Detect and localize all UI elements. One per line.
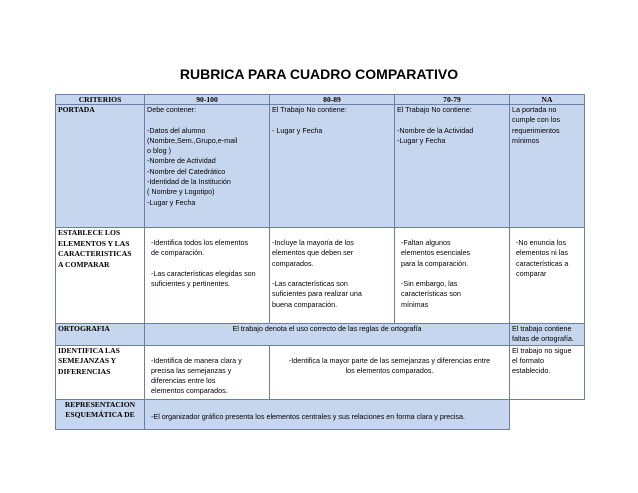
cell-ortografia-main: El trabajo denota el uso correcto de las reglas de ortografía [145, 324, 510, 346]
header-na: NA [510, 95, 585, 105]
cell-semejanzas-90: -Identifica de manera clara y precisa las semejanzas y diferencias entre los elementos comparados. [145, 345, 270, 399]
row-label-elementos: ESTABLECE LOS ELEMENTOS Y LAS CARACTERISTICAS A COMPARAR [56, 228, 145, 324]
row-label-representacion: REPRESENTACION ESQUEMÁTICA DE [56, 399, 145, 429]
cell-representacion-main: -El organizador gráfico presenta los elementos centrales y sus relaciones en forma clara y precisa. [145, 399, 510, 429]
header-70-79: 70-79 [395, 95, 510, 105]
row-label-ortografia: ORTOGRAFIA [56, 324, 145, 346]
page-title: RUBRICA PARA CUADRO COMPARATIVO [179, 66, 459, 82]
cell-elementos-70: -Faltan algunos elementos esenciales para la comparación. -Sin embargo, las características son mínimas [395, 228, 510, 324]
header-80-89: 80-89 [270, 95, 395, 105]
header-criterios: CRITERIOS [56, 95, 145, 105]
cell-elementos-na: -No enuncia los elementos ni las características a comparar [510, 228, 585, 324]
row-elementos [56, 228, 585, 324]
header-row [56, 95, 585, 105]
rubric-table [55, 94, 585, 430]
cell-portada-na: La portada no cumple con los requerimientos mínimos [510, 105, 585, 228]
cell-portada-70: El Trabajo No contiene: -Nombre de la Actividad -Lugar y Fecha [395, 105, 510, 228]
cell-portada-90: Debe contener: -Datos del alumno (Nombre,Sem.,Grupo,e-mail o blog ) -Nombre de Actividad -Nombre del Catedrático -Identidad de la Institución ( Nombre y Logotipo) -Lugar y Fecha [145, 105, 270, 228]
cell-elementos-80: -Incluye la mayoría de los elementos que deben ser comparados. -Las características son suficientes para realizar una buena comparación. [270, 228, 395, 324]
header-90-100: 90-100 [145, 95, 270, 105]
row-label-portada: PORTADA [56, 105, 145, 228]
row-label-semejanzas: IDENTIFICA LAS SEMEJANZAS Y DIFERENCIAS [56, 345, 145, 399]
cell-semejanzas-80-70: -Identifica la mayor parte de las semejanzas y diferencias entre los elementos comparados. [270, 345, 510, 399]
row-portada [56, 105, 585, 228]
cell-representacion-na [510, 399, 585, 429]
cell-semejanzas-na: El trabajo no sigue el formato establecido. [510, 345, 585, 399]
row-semejanzas [56, 345, 585, 399]
cell-elementos-90: -Identifica todos los elementos de comparación. -Las características elegidas son suficientes y pertinentes. [145, 228, 270, 324]
cell-portada-80: El Trabajo No contiene: - Lugar y Fecha [270, 105, 395, 228]
cell-ortografia-na: El trabajo contiene faltas de ortografía. [510, 324, 585, 346]
row-representacion [56, 399, 585, 429]
row-ortografia [56, 324, 585, 346]
